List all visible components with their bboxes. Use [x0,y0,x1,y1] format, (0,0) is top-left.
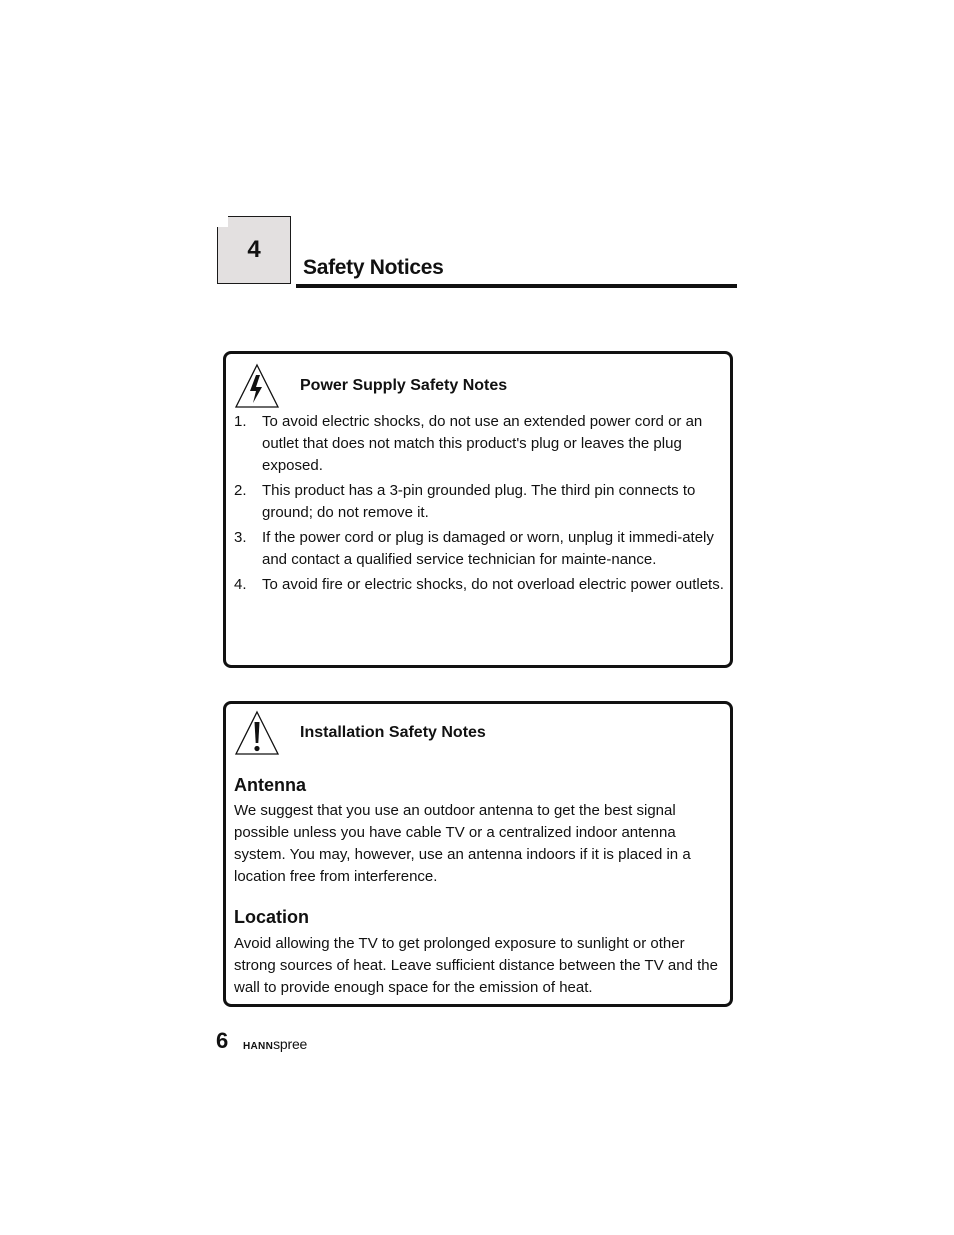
brand-light: spree [273,1036,308,1052]
list-item-text: If the power cord or plug is damaged or worn, unplug it immedi-ately and contact a qualified service technician for mainte-nance. [262,529,714,568]
power-supply-notice-box [223,351,733,668]
electric-shock-warning-icon [234,363,280,409]
power-supply-heading: Power Supply Safety Notes [300,377,508,394]
location-heading: Location [234,907,309,927]
list-item-number: 2. [234,482,247,499]
list-item-number: 1. [234,413,247,430]
brand-bold: HANN [243,1041,274,1052]
list-item-number: 3. [234,529,247,546]
list-item-text: To avoid electric shocks, do not use an extended power cord or an outlet that does not match this product's plug or leaves the plug exposed. [262,413,703,474]
installation-heading: Installation Safety Notes [300,724,486,741]
list-item [234,480,724,524]
power-supply-list [234,411,724,599]
list-item [234,527,724,571]
list-item-text: To avoid fire or electric shocks, do not overload electric power outlets. [262,576,724,593]
list-item [234,411,724,477]
location-text: Avoid allowing the TV to get prolonged exposure to sunlight or other strong sources of heat. Leave sufficient distance between the TV and the wall to provide enough space for the emission of heat. [234,935,718,996]
page-number: 6 [216,1028,229,1053]
page-title: Safety Notices [303,256,444,279]
installation-notice-box [223,701,733,1007]
title-underline [296,284,737,288]
exclamation-warning-icon [234,710,280,756]
chapter-number: 4 [247,236,261,263]
antenna-text: We suggest that you use an outdoor antenna to get the best signal possible unless you have cable TV or a centralized indoor antenna system. You may, however, use an antenna indoors if it is placed in a location free from interference. [234,802,691,885]
list-item-text: This product has a 3-pin grounded plug. The third pin connects to ground; do not remove it. [262,482,696,521]
list-item-number: 4. [234,576,247,593]
list-item [234,574,724,596]
antenna-heading: Antenna [234,775,306,795]
chapter-number-tab [217,216,291,284]
brand-logo [243,1036,307,1052]
